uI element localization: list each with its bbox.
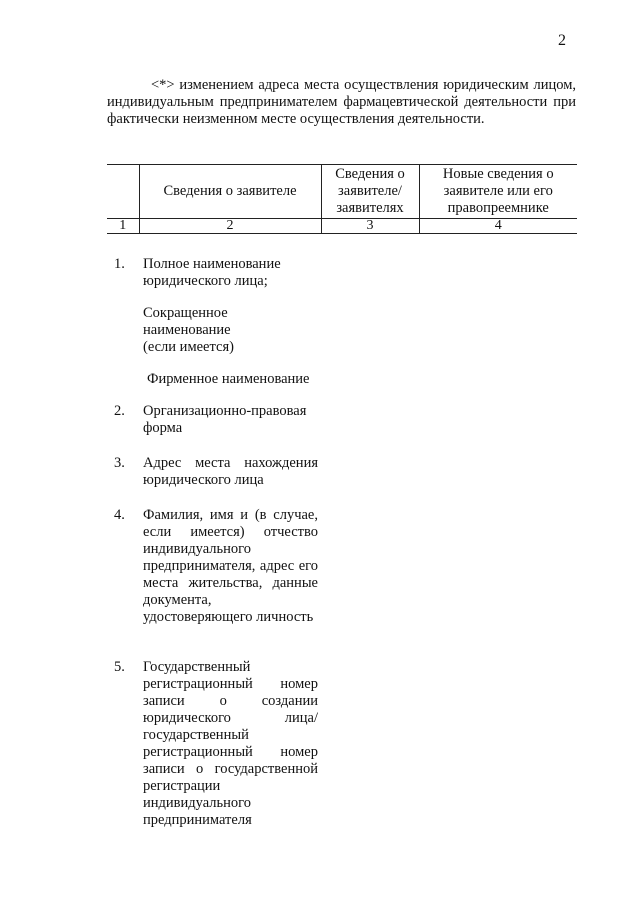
item-number: 5. — [114, 659, 125, 675]
column-number-3: 3 — [321, 219, 419, 234]
item-text: Государственный регистрационный номер записи о создании юридического лица/ государственный регистрационный номер записи о государственной регистрации индивидуального предпринимателя — [143, 659, 318, 828]
item-text: Организационно-правовая форма — [143, 403, 307, 436]
table-column-numbers-row — [107, 219, 577, 234]
item-subtext-brand-name: Фирменное наименование — [147, 371, 310, 387]
header-cell-applicants: Сведения о заявителе/ заявителях — [321, 165, 419, 219]
column-number-2: 2 — [139, 219, 321, 234]
header-cell-new-info: Новые сведения о заявителе или его правопреемнике — [419, 165, 577, 219]
item-text: Полное наименование юридического лица; — [143, 256, 281, 289]
item-number: 4. — [114, 507, 125, 523]
header-cell-number — [107, 165, 139, 219]
item-text: Фамилия, имя и (в случае, если имеется) отчество индивидуального предпринимателя, адрес его места жительства, данные документа, удостоверяющего личность — [143, 507, 318, 625]
page-number: 2 — [558, 32, 566, 49]
intro-paragraph: <*> изменением адреса места осуществления юридическим лицом, индивидуальным предпринимателем фармацевтической деятельности при фактически неизменном месте осуществления деятельности. — [107, 77, 576, 127]
item-subtext-short-name: Сокращенное наименование (если имеется) — [143, 305, 234, 355]
item-number: 1. — [114, 256, 125, 272]
column-number-4: 4 — [419, 219, 577, 234]
applicant-info-table — [107, 164, 577, 234]
table-header-row — [107, 165, 577, 219]
header-cell-applicant-info: Сведения о заявителе — [139, 165, 321, 219]
item-number: 3. — [114, 455, 125, 471]
item-number: 2. — [114, 403, 125, 419]
item-text: Адрес места нахождения юридического лица — [143, 455, 318, 488]
column-number-1: 1 — [107, 219, 139, 234]
